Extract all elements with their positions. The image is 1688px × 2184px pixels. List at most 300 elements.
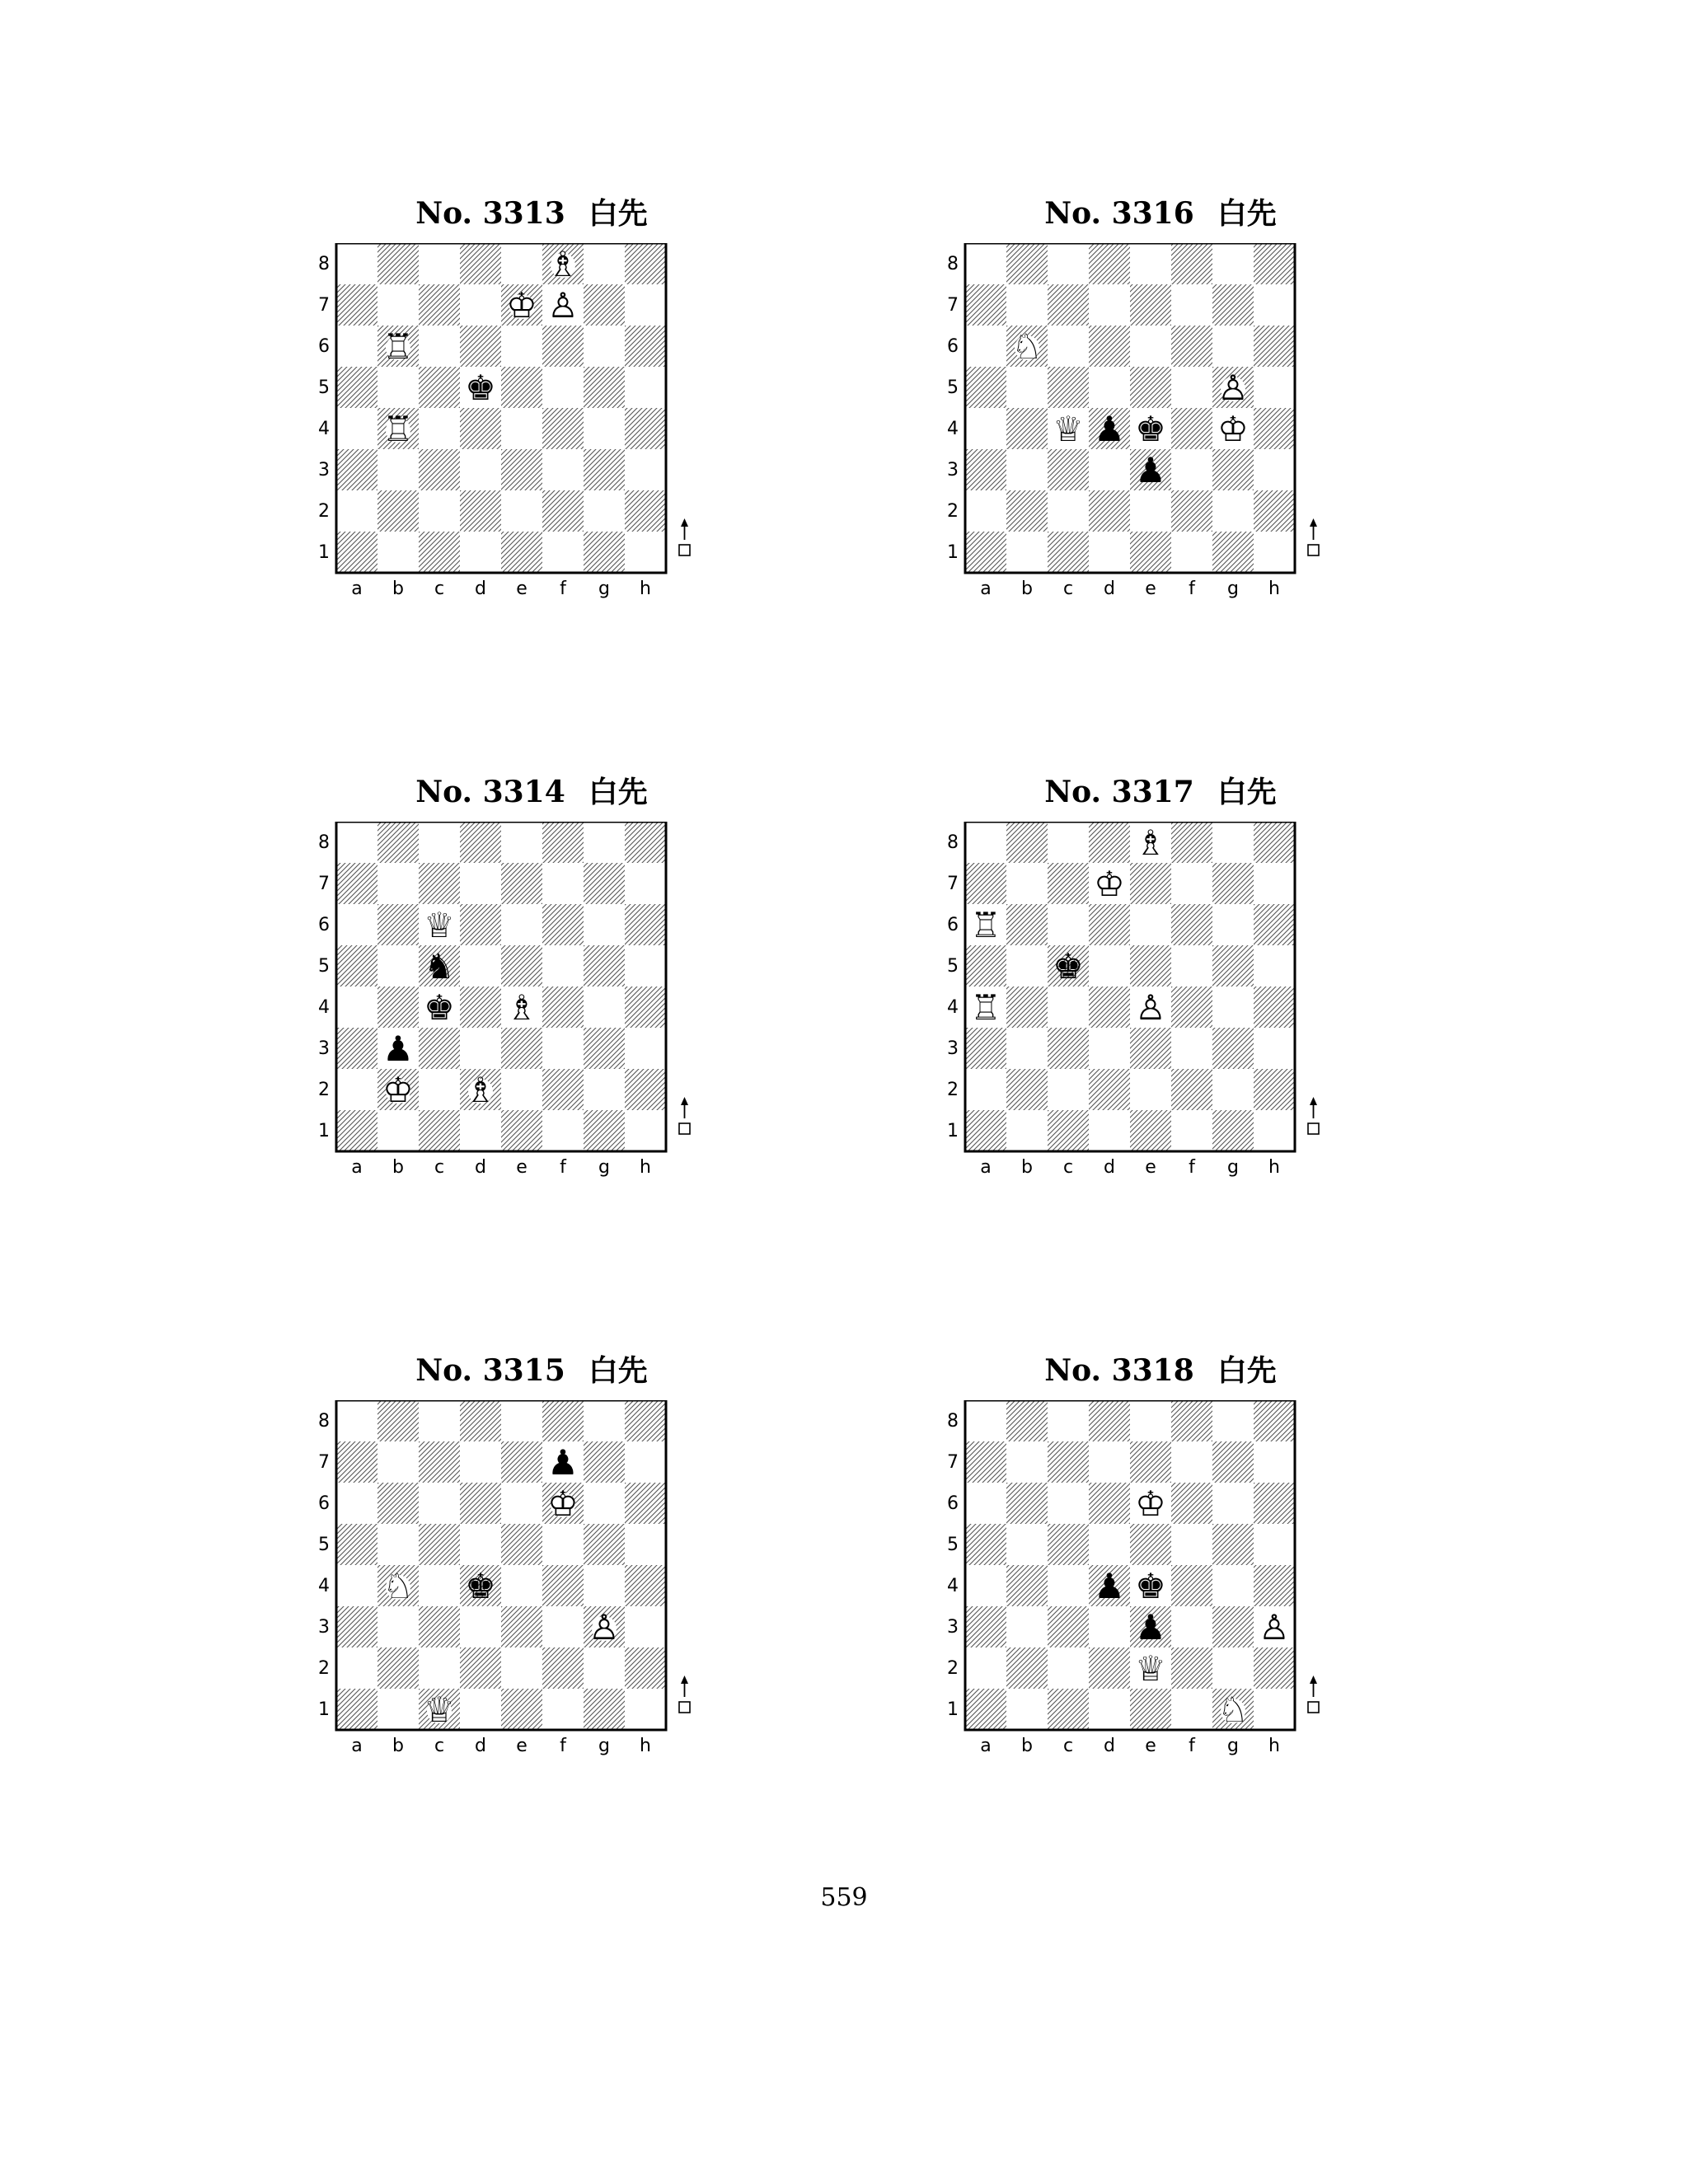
puzzle-title [946, 1351, 1375, 1391]
rank-label: 2 [318, 501, 330, 522]
square-b8 [1006, 1400, 1048, 1441]
square-d1 [1089, 1110, 1130, 1151]
chess-diagram [946, 822, 1375, 1234]
file-label: a [351, 579, 363, 599]
square-g7 [584, 863, 625, 904]
file-label: b [392, 1157, 404, 1178]
square-c3 [1048, 449, 1089, 490]
square-c8 [1048, 243, 1089, 284]
file-label: b [1021, 1157, 1033, 1178]
square-h8 [625, 822, 666, 863]
svg-text:♗: ♗ [1135, 823, 1166, 863]
puzzle-3317 [946, 772, 1375, 1234]
square-e5 [1130, 1524, 1171, 1565]
square-h5 [1254, 1524, 1295, 1565]
square-d6 [460, 326, 501, 367]
square-e6 [501, 326, 542, 367]
black-pawn-icon [1135, 450, 1166, 490]
black-pawn-icon [1135, 1607, 1166, 1647]
square-f1 [542, 532, 584, 573]
square-g1 [584, 1110, 625, 1151]
square-g5 [584, 367, 625, 408]
svg-text:♚: ♚ [465, 1566, 496, 1606]
square-f8 [542, 1400, 584, 1441]
square-c2 [419, 490, 460, 532]
square-a3 [965, 1606, 1006, 1647]
file-label: c [1062, 579, 1074, 599]
square-d2 [1089, 1647, 1130, 1689]
square-h6 [1254, 1483, 1295, 1524]
square-h4 [1254, 408, 1295, 449]
svg-text:♟: ♟ [1094, 409, 1125, 449]
square-c2 [1048, 490, 1089, 532]
square-d8 [1089, 822, 1130, 863]
square-h8 [1254, 822, 1295, 863]
square-b8 [377, 1400, 419, 1441]
square-g4 [584, 408, 625, 449]
square-f3 [1171, 449, 1212, 490]
square-h7 [625, 863, 666, 904]
square-d6 [1089, 326, 1130, 367]
square-d4 [1089, 987, 1130, 1028]
square-d3 [460, 449, 501, 490]
svg-text:♔: ♔ [1217, 409, 1249, 449]
square-a6 [336, 904, 377, 945]
puzzle-number: No. 3314 [415, 775, 565, 809]
square-b6 [1006, 1483, 1048, 1524]
square-h3 [625, 1028, 666, 1069]
square-b1 [1006, 532, 1048, 573]
white-knight-icon [1011, 326, 1043, 367]
black-king-icon [1135, 409, 1166, 449]
svg-text:♟: ♟ [1135, 450, 1166, 490]
square-c8 [1048, 1400, 1089, 1441]
square-f4 [542, 1565, 584, 1606]
square-e1 [501, 1110, 542, 1151]
rank-label: 1 [947, 542, 959, 563]
square-d1 [460, 532, 501, 573]
square-e7 [1130, 1441, 1171, 1483]
rank-label: 6 [318, 915, 330, 935]
rank-label: 7 [318, 295, 330, 316]
square-h5 [625, 367, 666, 408]
rank-label: 1 [318, 1699, 330, 1720]
white-bishop-icon [465, 1070, 496, 1110]
square-g3 [1212, 1606, 1254, 1647]
file-label: c [434, 1736, 445, 1756]
square-f4 [542, 408, 584, 449]
square-g5 [584, 1524, 625, 1565]
square-f5 [1171, 945, 1212, 987]
square-d6 [1089, 904, 1130, 945]
file-label: a [351, 1736, 363, 1756]
file-label: a [980, 1736, 992, 1756]
square-g7 [584, 1441, 625, 1483]
square-d5 [1089, 1524, 1130, 1565]
square-h4 [1254, 1565, 1295, 1606]
white-to-move-icon [679, 518, 690, 555]
square-f2 [542, 1647, 584, 1689]
square-f4 [1171, 1565, 1212, 1606]
square-a3 [336, 1606, 377, 1647]
square-a5 [336, 945, 377, 987]
rank-label: 6 [318, 1493, 330, 1514]
square-e1 [1130, 532, 1171, 573]
file-label: h [1268, 1736, 1280, 1756]
file-label: e [1145, 1736, 1156, 1756]
square-c3 [419, 449, 460, 490]
square-c6 [419, 1483, 460, 1524]
file-label: e [516, 1157, 528, 1178]
file-label: f [1189, 1736, 1195, 1756]
puzzle-number: No. 3315 [415, 1353, 565, 1388]
square-f5 [542, 367, 584, 408]
square-a7 [965, 284, 1006, 326]
square-a4 [336, 408, 377, 449]
square-e1 [1130, 1110, 1171, 1151]
square-b7 [377, 1441, 419, 1483]
square-e6 [1130, 904, 1171, 945]
file-label: g [1227, 1736, 1239, 1756]
black-knight-icon [424, 946, 455, 987]
square-e5 [501, 945, 542, 987]
square-f5 [1171, 1524, 1212, 1565]
square-c5 [419, 367, 460, 408]
square-e2 [1130, 490, 1171, 532]
square-a5 [965, 1524, 1006, 1565]
square-g6 [584, 326, 625, 367]
square-c1 [1048, 1110, 1089, 1151]
file-label: a [980, 1157, 992, 1178]
black-king-icon [1053, 946, 1084, 987]
rank-label: 2 [318, 1658, 330, 1679]
svg-text:♕: ♕ [1135, 1648, 1166, 1689]
puzzle-title [317, 772, 746, 813]
square-b2 [377, 1647, 419, 1689]
square-h3 [1254, 1028, 1295, 1069]
square-b2 [1006, 1647, 1048, 1689]
square-g3 [584, 449, 625, 490]
square-a4 [965, 1565, 1006, 1606]
file-label: e [516, 579, 528, 599]
square-g8 [1212, 1400, 1254, 1441]
square-c4 [1048, 987, 1089, 1028]
square-b3 [1006, 1606, 1048, 1647]
rank-label: 8 [947, 1411, 959, 1432]
svg-text:♖: ♖ [382, 326, 414, 367]
square-c7 [1048, 1441, 1089, 1483]
svg-text:♞: ♞ [424, 946, 455, 987]
svg-text:♔: ♔ [547, 1483, 579, 1524]
svg-text:♔: ♔ [506, 285, 537, 326]
square-c2 [419, 1069, 460, 1110]
puzzle-3318 [946, 1351, 1375, 1812]
rank-label: 4 [318, 419, 330, 439]
square-h6 [625, 904, 666, 945]
puzzle-number: No. 3317 [1044, 775, 1194, 809]
square-e5 [501, 367, 542, 408]
square-d6 [460, 904, 501, 945]
file-label: h [1268, 579, 1280, 599]
square-b4 [1006, 987, 1048, 1028]
square-h2 [625, 1069, 666, 1110]
square-e1 [501, 1689, 542, 1730]
rank-label: 3 [947, 1038, 959, 1059]
square-h4 [625, 1565, 666, 1606]
square-c6 [419, 326, 460, 367]
square-e7 [1130, 284, 1171, 326]
white-king-icon [382, 1070, 414, 1110]
rank-label: 4 [947, 997, 959, 1018]
file-label: e [516, 1736, 528, 1756]
square-a7 [965, 1441, 1006, 1483]
puzzle-number: No. 3316 [1044, 196, 1194, 231]
side-to-move: 白先 [1217, 776, 1277, 809]
square-g5 [1212, 1524, 1254, 1565]
square-f5 [542, 945, 584, 987]
black-king-icon [1135, 1566, 1166, 1606]
square-c5 [1048, 1524, 1089, 1565]
rank-label: 7 [947, 295, 959, 316]
square-h7 [1254, 284, 1295, 326]
square-g3 [584, 1028, 625, 1069]
rank-label: 2 [947, 1658, 959, 1679]
square-c8 [419, 243, 460, 284]
square-f2 [1171, 1069, 1212, 1110]
svg-text:♚: ♚ [1135, 1566, 1166, 1606]
square-h4 [625, 987, 666, 1028]
side-to-move: 白先 [1217, 1354, 1277, 1388]
square-c4 [1048, 1565, 1089, 1606]
square-h3 [625, 449, 666, 490]
puzzle-title [946, 772, 1375, 813]
square-d7 [460, 863, 501, 904]
square-a8 [965, 822, 1006, 863]
rank-label: 1 [318, 542, 330, 563]
square-h6 [1254, 326, 1295, 367]
square-g8 [1212, 822, 1254, 863]
square-c6 [1048, 326, 1089, 367]
svg-text:♖: ♖ [970, 905, 1001, 945]
square-d7 [1089, 284, 1130, 326]
square-a7 [336, 284, 377, 326]
square-a8 [965, 1400, 1006, 1441]
square-b4 [1006, 408, 1048, 449]
file-label: f [1189, 1157, 1195, 1178]
square-f8 [1171, 243, 1212, 284]
square-b5 [1006, 367, 1048, 408]
white-queen-icon [424, 905, 455, 945]
file-label: b [392, 1736, 404, 1756]
square-f6 [1171, 1483, 1212, 1524]
square-g5 [1212, 945, 1254, 987]
square-e6 [501, 1483, 542, 1524]
rank-label: 1 [947, 1121, 959, 1141]
square-h6 [625, 326, 666, 367]
side-to-move: 白先 [588, 197, 648, 231]
square-e3 [1130, 1028, 1171, 1069]
file-label: g [598, 1736, 610, 1756]
square-f1 [542, 1689, 584, 1730]
black-pawn-icon [1094, 1566, 1125, 1606]
svg-text:♔: ♔ [382, 1070, 414, 1110]
square-d5 [460, 1524, 501, 1565]
file-label: h [640, 1736, 651, 1756]
square-b1 [1006, 1689, 1048, 1730]
square-e5 [1130, 367, 1171, 408]
square-b8 [1006, 243, 1048, 284]
square-h7 [625, 284, 666, 326]
square-c2 [1048, 1647, 1089, 1689]
square-g8 [584, 1400, 625, 1441]
square-e1 [501, 532, 542, 573]
side-to-move: 白先 [1217, 197, 1277, 231]
square-b8 [377, 822, 419, 863]
square-g4 [584, 1565, 625, 1606]
square-e4 [501, 408, 542, 449]
square-g8 [584, 243, 625, 284]
square-d3 [1089, 449, 1130, 490]
square-a6 [336, 1483, 377, 1524]
side-to-move: 白先 [588, 1354, 648, 1388]
square-b1 [377, 1110, 419, 1151]
square-d4 [460, 408, 501, 449]
svg-text:♚: ♚ [465, 368, 496, 408]
square-e3 [501, 1028, 542, 1069]
svg-text:♕: ♕ [424, 1690, 455, 1730]
svg-text:♟: ♟ [382, 1029, 414, 1069]
square-f3 [1171, 1606, 1212, 1647]
square-g5 [584, 945, 625, 987]
rank-label: 3 [947, 1617, 959, 1638]
rank-label: 4 [318, 997, 330, 1018]
square-b1 [1006, 1110, 1048, 1151]
file-label: g [598, 1157, 610, 1178]
rank-label: 7 [318, 1452, 330, 1473]
square-g1 [1212, 1110, 1254, 1151]
chess-board-svg [946, 822, 1375, 1234]
square-a5 [965, 367, 1006, 408]
white-to-move-icon [679, 1097, 690, 1134]
square-a7 [965, 863, 1006, 904]
square-e8 [501, 822, 542, 863]
square-c3 [419, 1028, 460, 1069]
square-f7 [1171, 863, 1212, 904]
chess-diagram [317, 822, 746, 1234]
square-b8 [1006, 822, 1048, 863]
square-f1 [1171, 1689, 1212, 1730]
rank-label: 6 [947, 336, 959, 357]
square-h5 [1254, 945, 1295, 987]
file-label: d [1104, 1736, 1115, 1756]
square-b5 [377, 945, 419, 987]
file-label: h [640, 579, 651, 599]
square-d5 [1089, 945, 1130, 987]
rank-label: 6 [947, 1493, 959, 1514]
square-f4 [1171, 987, 1212, 1028]
square-c3 [1048, 1028, 1089, 1069]
square-f2 [542, 490, 584, 532]
rank-label: 6 [947, 915, 959, 935]
square-e5 [501, 1524, 542, 1565]
svg-text:♕: ♕ [1053, 409, 1084, 449]
square-c8 [419, 1400, 460, 1441]
square-c8 [419, 822, 460, 863]
white-king-icon [1135, 1483, 1166, 1524]
square-a3 [336, 1028, 377, 1069]
white-bishop-icon [506, 987, 537, 1028]
svg-text:♘: ♘ [382, 1566, 414, 1606]
square-b2 [1006, 1069, 1048, 1110]
square-b3 [377, 1606, 419, 1647]
square-g7 [584, 284, 625, 326]
square-f4 [1171, 408, 1212, 449]
square-h2 [625, 490, 666, 532]
file-label: d [475, 579, 486, 599]
square-b4 [1006, 1565, 1048, 1606]
rank-label: 8 [318, 1411, 330, 1432]
square-a3 [965, 449, 1006, 490]
square-c7 [419, 284, 460, 326]
file-label: h [1268, 1157, 1280, 1178]
svg-text:♙: ♙ [588, 1607, 620, 1647]
svg-text:♘: ♘ [1011, 326, 1043, 367]
side-to-move: 白先 [588, 776, 648, 809]
black-king-icon [465, 368, 496, 408]
rank-label: 3 [318, 1617, 330, 1638]
square-h8 [1254, 1400, 1295, 1441]
square-h1 [625, 1110, 666, 1151]
square-b1 [377, 1689, 419, 1730]
square-g7 [1212, 1441, 1254, 1483]
rank-label: 5 [318, 956, 330, 977]
square-d8 [1089, 243, 1130, 284]
square-g2 [584, 1647, 625, 1689]
square-a6 [965, 326, 1006, 367]
square-h7 [625, 1441, 666, 1483]
square-e3 [501, 1606, 542, 1647]
square-b1 [377, 532, 419, 573]
file-label: e [1145, 579, 1156, 599]
square-d3 [1089, 1028, 1130, 1069]
svg-text:♙: ♙ [547, 285, 579, 326]
white-queen-icon [1053, 409, 1084, 449]
square-a1 [336, 532, 377, 573]
square-c1 [419, 1110, 460, 1151]
rank-label: 6 [318, 336, 330, 357]
svg-text:♖: ♖ [970, 987, 1001, 1028]
square-e3 [501, 449, 542, 490]
square-a2 [965, 490, 1006, 532]
rank-label: 5 [947, 1535, 959, 1555]
rank-label: 7 [947, 1452, 959, 1473]
square-c7 [1048, 863, 1089, 904]
square-b7 [1006, 284, 1048, 326]
square-g7 [1212, 284, 1254, 326]
square-f7 [1171, 284, 1212, 326]
square-g2 [1212, 490, 1254, 532]
file-label: d [475, 1736, 486, 1756]
rank-label: 8 [947, 832, 959, 853]
white-bishop-icon [547, 244, 579, 284]
white-knight-icon [1217, 1690, 1249, 1730]
file-label: g [1227, 579, 1239, 599]
white-king-icon [506, 285, 537, 326]
square-c4 [419, 408, 460, 449]
chess-board-svg [946, 243, 1375, 655]
square-a7 [336, 1441, 377, 1483]
puzzle-number: No. 3318 [1044, 1353, 1194, 1388]
